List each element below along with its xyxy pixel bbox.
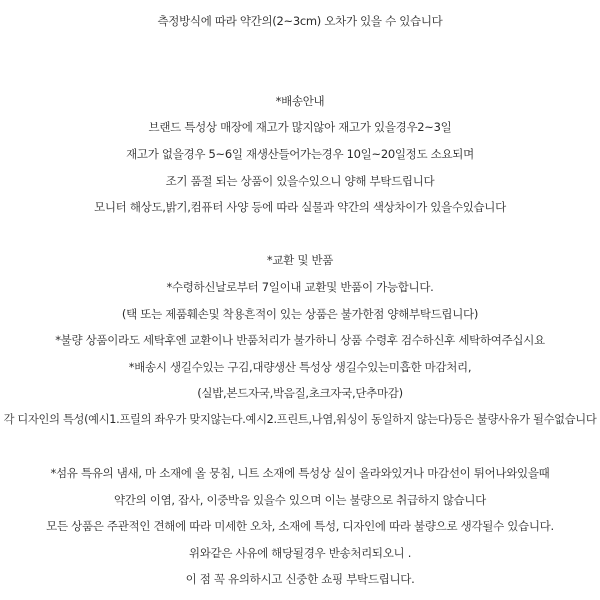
exchange-line-2: (택 또는 제품훼손및 착용흔적이 있는 상품은 불가한점 양해부탁드립니다) xyxy=(121,306,479,321)
fabric-line-5: 이 점 꼭 유의하시고 신중한 쇼핑 부탁드립니다. xyxy=(185,572,415,587)
spacer xyxy=(0,434,600,461)
measurement-notice: 측정방식에 따라 약간의(2~3cm) 오차가 있을 수 있습니다 xyxy=(157,14,443,28)
exchange-line-6: 각 디자인의 특성(예시1.프릴의 좌우가 맞지않는다.예시2.프린트,나염,워싱이 동일하지 않는다)등은 불량사유가 될수없습니다 xyxy=(3,412,597,426)
exchange-line-5: (실밥,본드자국,박음질,초크자국,단추마감) xyxy=(197,386,403,401)
exchange-line-1: *수령하신날로부터 7일이내 교환및 반품이 가능합니다. xyxy=(166,279,434,294)
shipping-line-2: 재고가 없을경우 5~6일 재생산들어가는경우 10일~20일정도 소요되며 xyxy=(126,146,474,161)
exchange-line-3: *불량 상품이라도 세탁후엔 교환이나 반품처리가 불가하니 상품 수령후 검수하신후 세탁하여주십시요 xyxy=(55,333,545,348)
spacer xyxy=(0,221,600,248)
exchange-line-4: *배송시 생길수있는 구김,대량생산 특성상 생길수있는미흡한 마감처리, xyxy=(128,359,472,374)
fabric-line-3: 모든 상품은 주관적인 견해에 따라 미세한 오차, 소재에 특성, 디자인에 따라 불량으로 생각될수 있습니다. xyxy=(46,519,554,534)
shipping-line-1: 브랜드 특성상 매장에 재고가 많지않아 재고가 있을경우2~3일 xyxy=(148,120,452,135)
fabric-line-2: 약간의 이염, 잡사, 이중박음 있을수 있으며 이는 불량으로 취급하지 않습니다 xyxy=(114,492,486,507)
exchange-heading: *교환 및 반품 xyxy=(266,253,334,268)
shipping-line-3: 조기 품절 되는 상품이 있을수있으니 양해 부탁드립니다 xyxy=(165,173,435,188)
shipping-line-4: 모니터 해상도,밝기,컴퓨터 사양 등에 따라 실물과 약간의 색상차이가 있을수있습니다 xyxy=(94,200,506,215)
fabric-line-1: *섬유 특유의 냄새, 마 소재에 올 뭉침, 니트 소재에 특성상 실이 올라와있거나 마감선이 튀어나와있을때 xyxy=(50,466,550,481)
spacer xyxy=(0,35,600,88)
fabric-line-4: 위와같은 사유에 해당될경우 반송처리되오니 . xyxy=(188,545,412,560)
shipping-heading: *배송안내 xyxy=(275,93,325,108)
